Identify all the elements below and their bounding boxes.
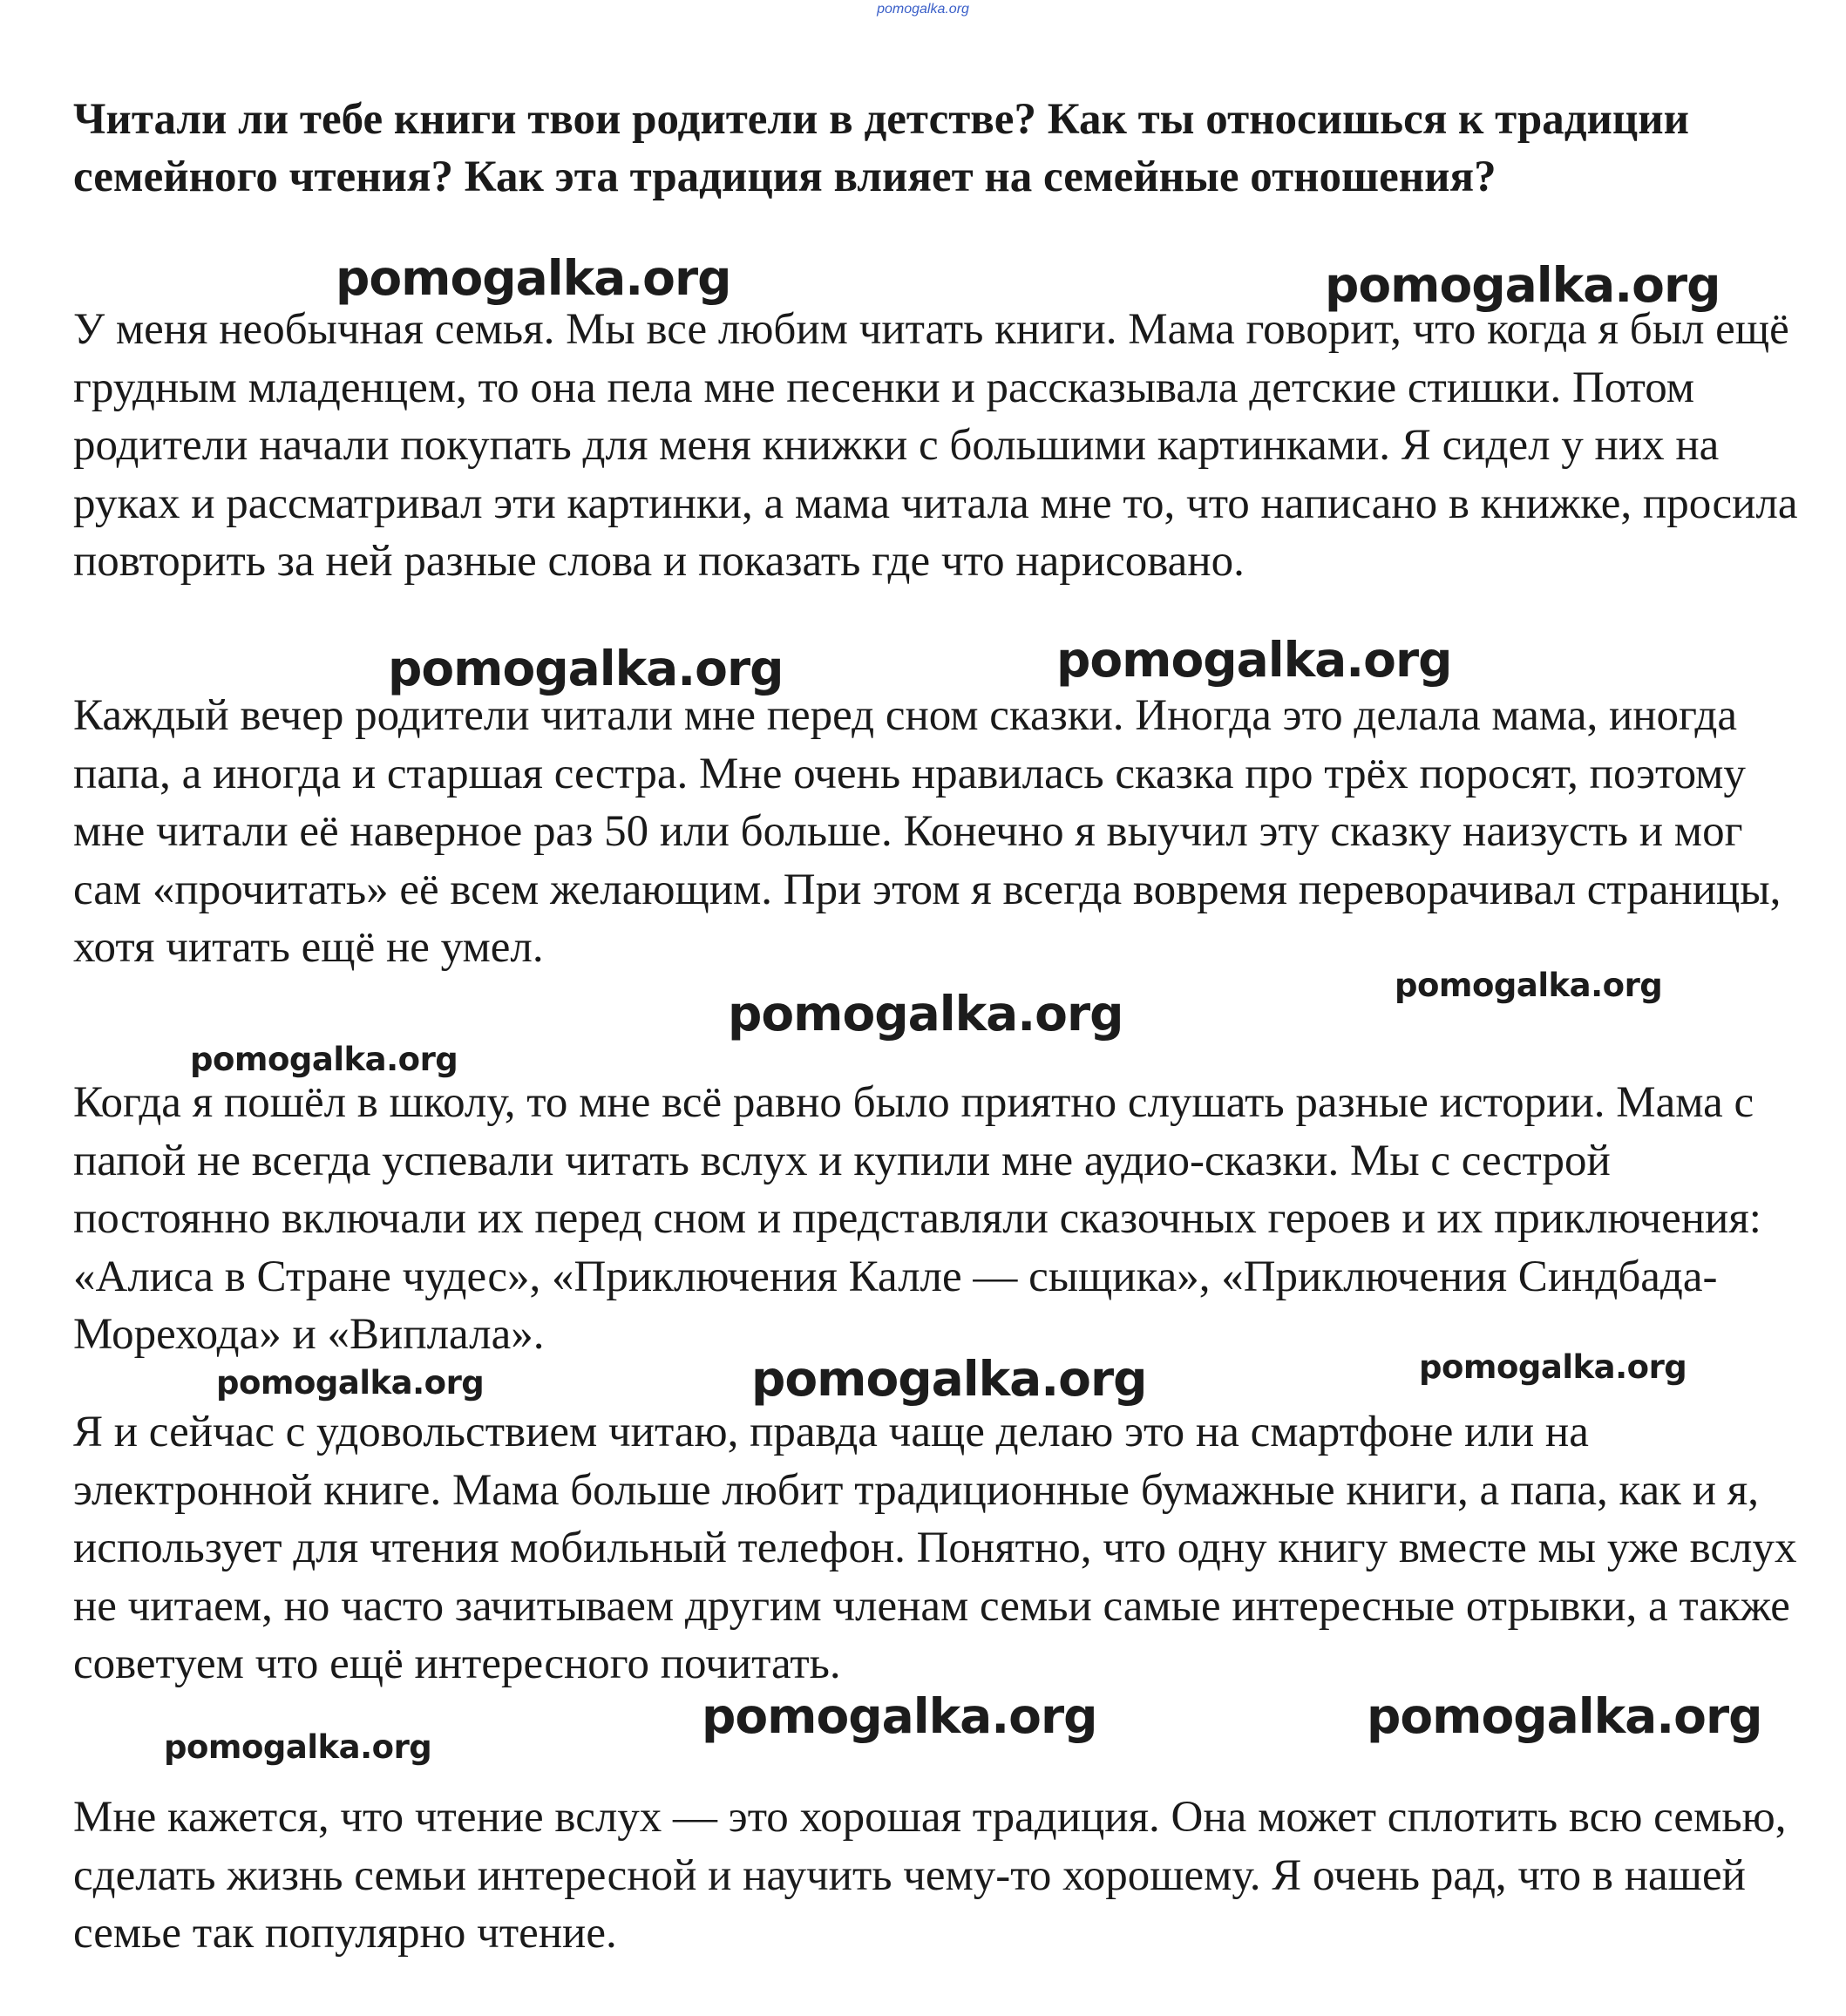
watermark: pomogalka.org [751, 1351, 1147, 1407]
watermark: pomogalka.org [1419, 1348, 1687, 1386]
answer-paragraph-4: Я и сейчас с удовольствием читаю, правда чаще делаю это на смартфоне или на электронной книге. Мама больше любит традиционные бумажные книги, а папа, как и я, использует для чтения мобильный телефон. Понятно, что одну книгу вместе мы уже вслух не читаем, но часто зачитываем другим членам семьи самые интересные отрывки, а также советуем что ещё интересного почитать. [73, 1408, 1797, 1688]
watermark: pomogalka.org [1367, 1688, 1762, 1744]
question-heading: Читали ли тебе книги твои родители в детстве? Как ты относишься к традиции семейного чтения? Как эта традиция влияет на семейные отношения? [73, 95, 1690, 201]
answer-paragraph-2: Каждый вечер родители читали мне перед сном сказки. Иногда это делала мама, иногда папа, а иногда и старшая сестра. Мне очень нравилась сказка про трёх поросят, поэтому мне читали её наверное раз 50 или больше. Конечно я выучил эту сказку наизусть и мог сам «прочитать» её всем желающим. При этом я всегда вовремя переворачивал страницы, хотя читать ещё не умел. [73, 691, 1782, 972]
watermark: pomogalka.org [216, 1364, 485, 1402]
answer-paragraph-1: У меня необычная семья. Мы все любим читать книги. Мама говорит, что когда я был ещё грудным младенцем, то она пела мне песенки и рассказывала детские стишки. Потом родители начали покупать для меня книжки с большими картинками. Я сидел у них на руках и рассматривал эти картинки, а мама читала мне то, что написано в книжке, просила повторить за ней разные слова и показать где что нарисовано. [73, 305, 1798, 586]
watermark: pomogalka.org [702, 1688, 1097, 1744]
watermark: pomogalka.org [1325, 257, 1720, 313]
watermark: pomogalka.org [190, 1041, 458, 1078]
answer-paragraph-5: Мне кажется, что чтение вслух — это хорошая традиция. Она может сплотить всю семью, сделать жизнь семьи интересной и научить чему-то хорошему. Я очень рад, что в нашей семье так популярно чтение. [73, 1793, 1787, 1958]
answer-paragraph-3: Когда я пошёл в школу, то мне всё равно было приятно слушать разные истории. Мама с папой не всегда успевали читать вслух и купили мне аудио-сказки. Мы с сестрой постоянно включали их перед сном и представляли сказочных героев и их приключения: «Алиса в Стране чудес», «Приключения Калле — сыщика», «Приключения Синдбада-Морехода» и «Виплала». [73, 1078, 1761, 1359]
watermark: pomogalka.org [336, 250, 731, 306]
watermark: pomogalka.org [1395, 967, 1663, 1004]
site-header-mark: pomogalka.org [877, 2, 969, 17]
watermark: pomogalka.org [728, 986, 1123, 1042]
watermark: pomogalka.org [164, 1728, 432, 1766]
watermark: pomogalka.org [388, 641, 784, 696]
watermark: pomogalka.org [1056, 632, 1452, 688]
